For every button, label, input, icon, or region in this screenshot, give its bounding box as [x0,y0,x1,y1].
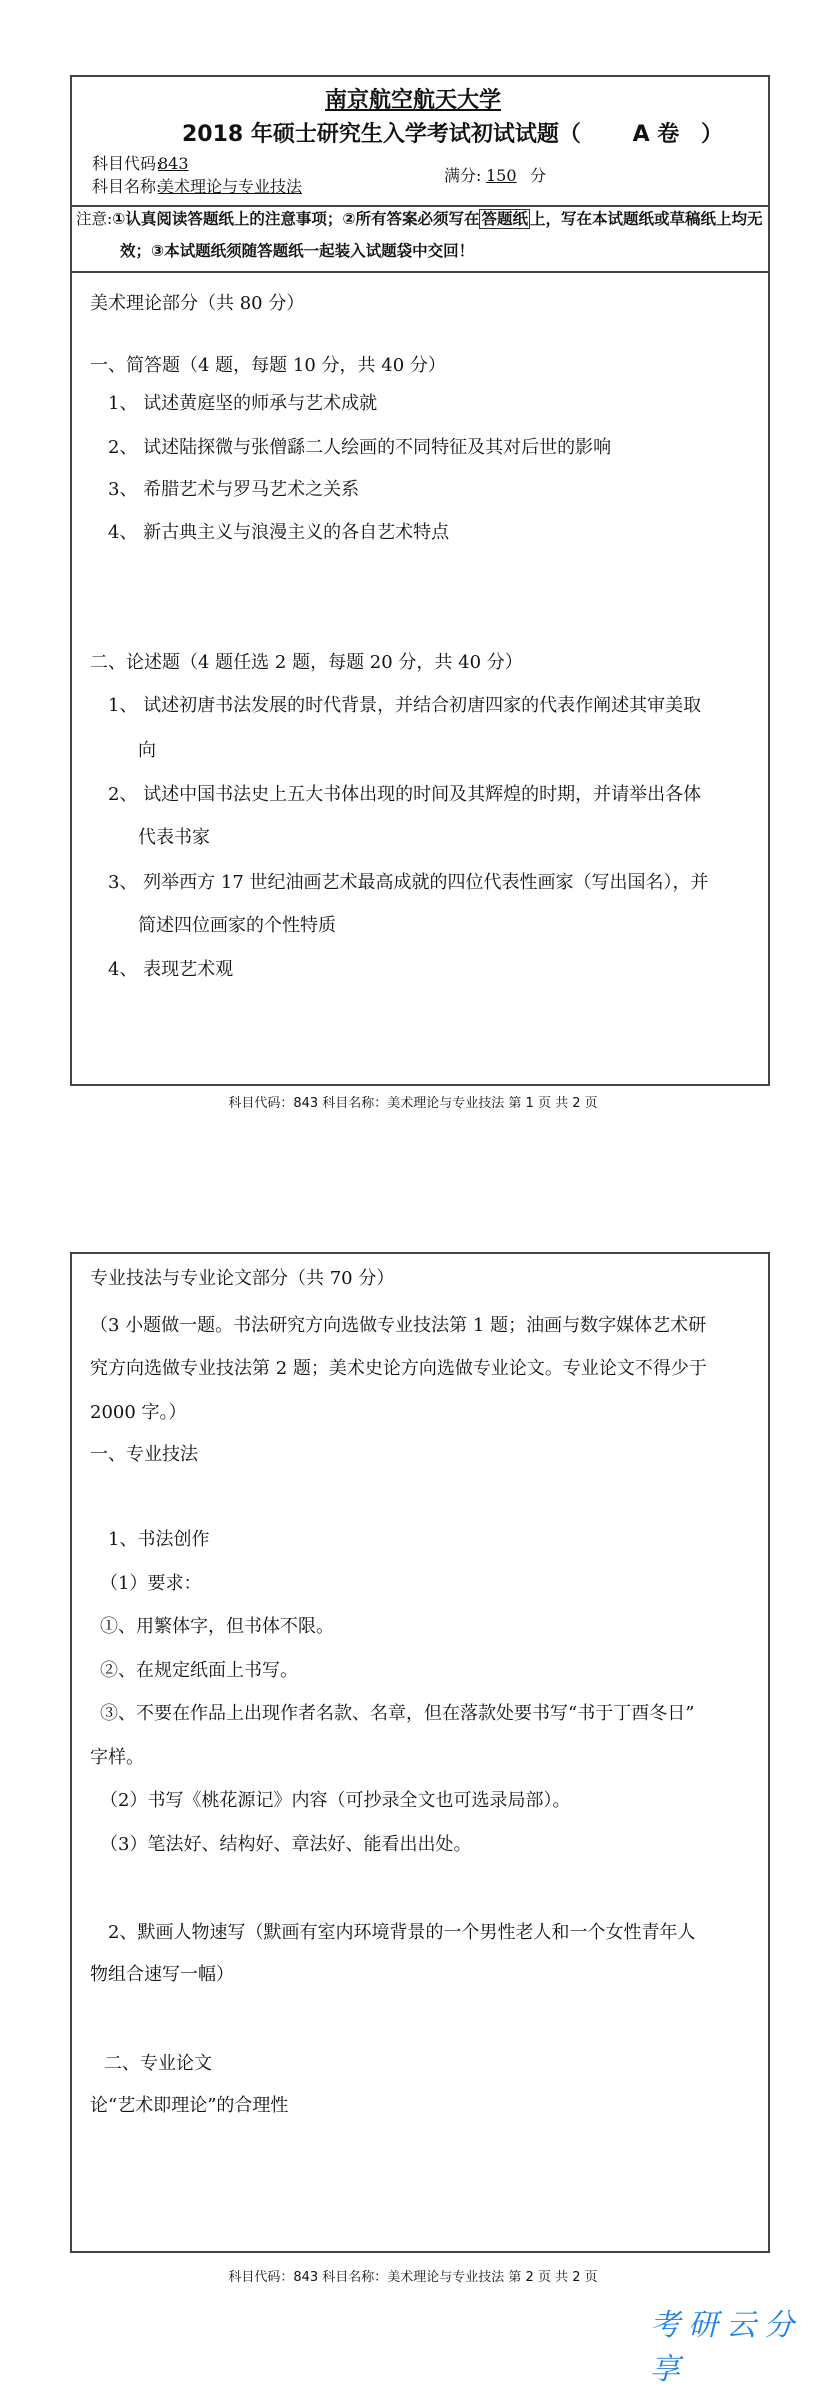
question-item: 3、 希腊艺术与罗马艺术之关系 [108,479,360,500]
notice-line1 [76,208,763,230]
section-title: 一、简答题（4 题，每题 10 分，共 40 分） [90,355,446,376]
paren-close: ） [700,122,723,147]
watermark: 考研云分享 [650,2308,802,2387]
notice-text-b: 上，写在本试题纸或草稿纸上均无 [530,210,763,228]
question-line: 2、 试述中国书法史上五大书体出现的时间及其辉煌的时期，并请举出各体 [108,784,702,805]
question-line: 1、 试述初唐书法发展的时代背景，并结合初唐四家的代表作阐述其审美取 [108,695,702,716]
score-label: 满分: [444,166,482,185]
task-line: 字样。 [90,1747,144,1768]
question-item: 1、 试述黄庭坚的师承与艺术成就 [108,393,378,414]
part-title: 专业技法与专业论文部分（共 70 分） [90,1268,395,1289]
notice-answer-sheet: 答题纸 [481,210,528,228]
code-label: 科目代码: [92,154,162,173]
task-line: （1）要求： [100,1573,202,1594]
university-title: 南京航空航天大学 [324,88,501,113]
question-line: 简述四位画家的个性特质 [138,915,336,936]
essay-topic: 论“艺术即理论”的合理性 [90,2095,289,2116]
task-line: 物组合速写一幅） [90,1964,234,1985]
score-value: 150 [486,166,517,185]
page-footer: 科目代码：843 科目名称：美术理论与专业技法 第 2 页 共 2 页 [228,2270,598,2285]
exam-title [182,124,723,146]
exam-title-text: 2018 年硕士研究生入学考试初试试题（ [182,122,581,147]
task-line: ②、在规定纸面上书写。 [100,1660,298,1681]
notice-text-a: ①认真阅读答题纸上的注意事项；②所有答案必须写在 [112,210,480,228]
task-line: ③、不要在作品上出现作者名款、名章，但在落款处要书写“书于丁酉冬日” [100,1703,695,1724]
divider [70,205,770,207]
question-line: 3、 列举西方 17 世纪油画艺术最高成就的四位代表性画家（写出国名），并 [108,872,709,893]
task-line: （3）笔法好、结构好、章法好、能看出出处。 [100,1834,472,1855]
section-title: 一、专业技法 [90,1444,198,1465]
question-item: 2、 试述陆探微与张僧繇二人绘画的不同特征及其对后世的影响 [108,437,612,458]
question-line: 代表书家 [138,827,210,848]
task-line: （2）书写《桃花源记》内容（可抄录全文也可选录局部）。 [100,1790,571,1811]
name-value: 美术理论与专业技法 [158,177,303,196]
intro-line: （3 小题做一题。书法研究方向选做专业技法第 1 题；油画与数字媒体艺术研 [90,1315,707,1336]
section-title: 二、专业论文 [104,2053,212,2074]
section-title: 二、论述题（4 题任选 2 题，每题 20 分，共 40 分） [90,652,523,673]
intro-line: 究方向选做专业技法第 2 题；美术史论方向选做专业论文。专业论文不得少于 [90,1358,707,1379]
divider [70,271,770,273]
notice-line2: 效；③本试题纸须随答题纸一起装入试题袋中交回！ [120,242,475,260]
notice-prefix: 注意: [76,210,113,228]
task-line: ①、用繁体字，但书体不限。 [100,1616,334,1637]
question-line: 4、 表现艺术观 [108,959,234,980]
intro-line: 2000 字。） [90,1402,187,1423]
score-unit: 分 [530,166,547,185]
page-footer: 科目代码：843 科目名称：美术理论与专业技法 第 1 页 共 2 页 [228,1096,598,1111]
task-line: 2、默画人物速写（默画有室内环境背景的一个男性老人和一个女性青年人 [108,1922,696,1943]
task-line: 1、书法创作 [108,1529,210,1550]
question-line: 向 [138,740,156,761]
paper-version: A 卷 [632,122,680,147]
question-item: 4、 新古典主义与浪漫主义的各自艺术特点 [108,522,450,543]
code-value: 843 [158,154,189,173]
name-label: 科目名称: [92,177,162,196]
part-title: 美术理论部分（共 80 分） [90,293,305,314]
